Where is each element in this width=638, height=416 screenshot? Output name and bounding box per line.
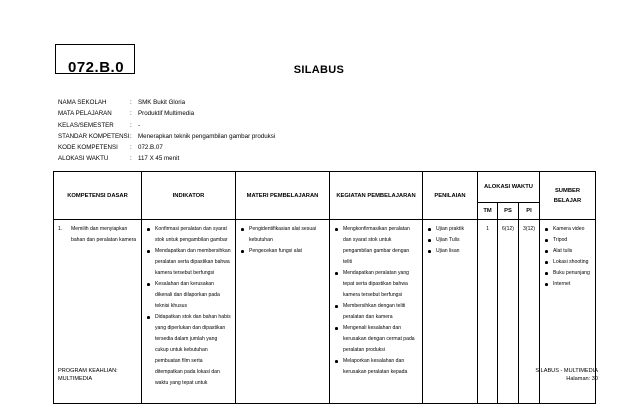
- cell-tm: 1: [478, 220, 498, 404]
- info-colon: :: [130, 144, 132, 152]
- cell-materi: [236, 220, 330, 404]
- list-item: Lokasi shooting: [544, 257, 591, 268]
- info-label: NAMA SEKOLAH: [58, 99, 107, 106]
- header-indikator: INDIKATOR: [142, 172, 236, 220]
- info-label: KODE KOMPETENSI: [58, 144, 118, 152]
- info-row-code: [58, 142, 275, 153]
- list-item: Internet: [544, 279, 591, 290]
- info-value: 117 X 45 menit: [138, 155, 180, 163]
- info-colon: :: [130, 155, 132, 163]
- cell-kegiatan: [330, 220, 423, 404]
- header-tm: TM: [478, 203, 498, 220]
- header-alokasi: ALOKASI WAKTU: [478, 172, 540, 203]
- competency-code-text: 072.B.0: [68, 59, 125, 74]
- info-row-time: [58, 153, 275, 164]
- cell-indikator: [142, 220, 236, 404]
- list-item: Ujian praktik: [427, 224, 473, 235]
- footer-page-info: [535, 368, 598, 383]
- list-item: Membersihkan dengan teliti peralatan dan kamera: [334, 301, 418, 323]
- header-kegiatan: KEGIATAN PEMBELAJARAN: [330, 172, 423, 220]
- footer-doc-name: SILABUS - MULTIMEDIA: [535, 368, 598, 374]
- header-sumber: SUMBER BELAJAR: [540, 172, 596, 220]
- info-colon: :: [130, 121, 132, 129]
- course-info-block: [58, 97, 275, 165]
- info-row-standard: [58, 131, 275, 142]
- cell-penilaian: [423, 220, 478, 404]
- footer-page-number: Halaman: 30: [566, 375, 598, 382]
- list-item: Mengkonfirmasikan peralatan dan syarat stok untuk pengambilan gambar dengan teliti: [334, 224, 418, 268]
- list-item: Kamera video: [544, 224, 591, 235]
- info-colon: :: [130, 110, 132, 118]
- footer-program-label: PROGRAM KEAHLIAN:: [58, 368, 118, 374]
- info-label: STANDAR KOMPETENSI: [58, 132, 130, 140]
- list-item: Tripod: [544, 235, 591, 246]
- info-value: SMK Bukit Gloria: [138, 99, 186, 106]
- info-label: KELAS/SEMESTER: [58, 121, 114, 129]
- item-text: Memilih dan menyiapkan bahan dan peralatan kamera: [71, 226, 137, 243]
- list-item: Kesalahan dan kerusakan dikenali dan dilaporkan pada teknisi khusus: [146, 279, 231, 312]
- header-materi: MATERI PEMBELAJARAN: [236, 172, 330, 220]
- list-item: Alat tulis: [544, 246, 591, 257]
- header-penilaian: PENILAIAN: [423, 172, 478, 220]
- header-kompetensi: KOMPETENSI DASAR: [54, 172, 142, 220]
- info-colon: :: [130, 132, 132, 140]
- syllabus-table: [53, 171, 596, 404]
- list-item: Ujian Tulis: [427, 235, 473, 246]
- list-item: Konfirmasi peralatan dan syarat stok untuk pengambilan gambar: [146, 224, 231, 246]
- cell-pi: 3(12): [519, 220, 540, 404]
- header-pi: PI: [519, 203, 540, 220]
- info-row-subject: [58, 108, 275, 119]
- list-item: Mendapatkan dan membersihkan peralatan serta dipastikan bahwa kamera tersebut berfungsi: [146, 246, 231, 279]
- info-colon: :: [130, 99, 132, 106]
- info-row-class: [58, 120, 275, 131]
- info-value: 072.B.07: [138, 144, 163, 152]
- list-item: Pengecekan fungsi alat: [240, 246, 325, 257]
- list-item: Buku penunjang: [544, 268, 591, 279]
- list-item: Ujian lisan: [427, 246, 473, 257]
- info-label: ALOKASI WAKTU: [58, 155, 109, 163]
- info-value: -: [138, 121, 141, 129]
- info-row-school: [58, 97, 275, 108]
- list-item: Melaporkan kesalahan dan kerusakan peralatan kepada: [334, 356, 418, 378]
- table-row: [54, 220, 596, 404]
- list-item: Pengidentifikasian alat sesuai kebutuhan: [240, 224, 325, 246]
- cell-ps: 6(12): [498, 220, 519, 404]
- header-ps: PS: [498, 203, 519, 220]
- list-item: Mendapatkan peralatan yang tepat serta dipastikan bahwa kamera tersebut berfungsi: [334, 268, 418, 301]
- page-title: SILABUS: [293, 64, 345, 76]
- info-value: Produktif Multimedia: [138, 110, 195, 118]
- item-number: 1.: [58, 226, 63, 232]
- footer-program-value: MULTIMEDIA: [58, 375, 93, 382]
- info-label: MATA PELAJARAN: [58, 110, 112, 118]
- list-item: Didapatkan stok dan bahan habis yang diperlukan dan dipastikan tersedia dalam jumlah yang cukup untuk kebutuhan pembuatan film serta ditempatkan pada lokasi dan waktu yang tepat untuk: [146, 312, 231, 389]
- footer-program: [58, 368, 118, 383]
- list-item: Mengenali kesalahan dan kerusakan dengan cermat pada peralatan produksi: [334, 323, 418, 356]
- info-value: Menerapkan teknik pengambilan gambar produksi: [138, 132, 276, 140]
- list-item: [58, 224, 137, 246]
